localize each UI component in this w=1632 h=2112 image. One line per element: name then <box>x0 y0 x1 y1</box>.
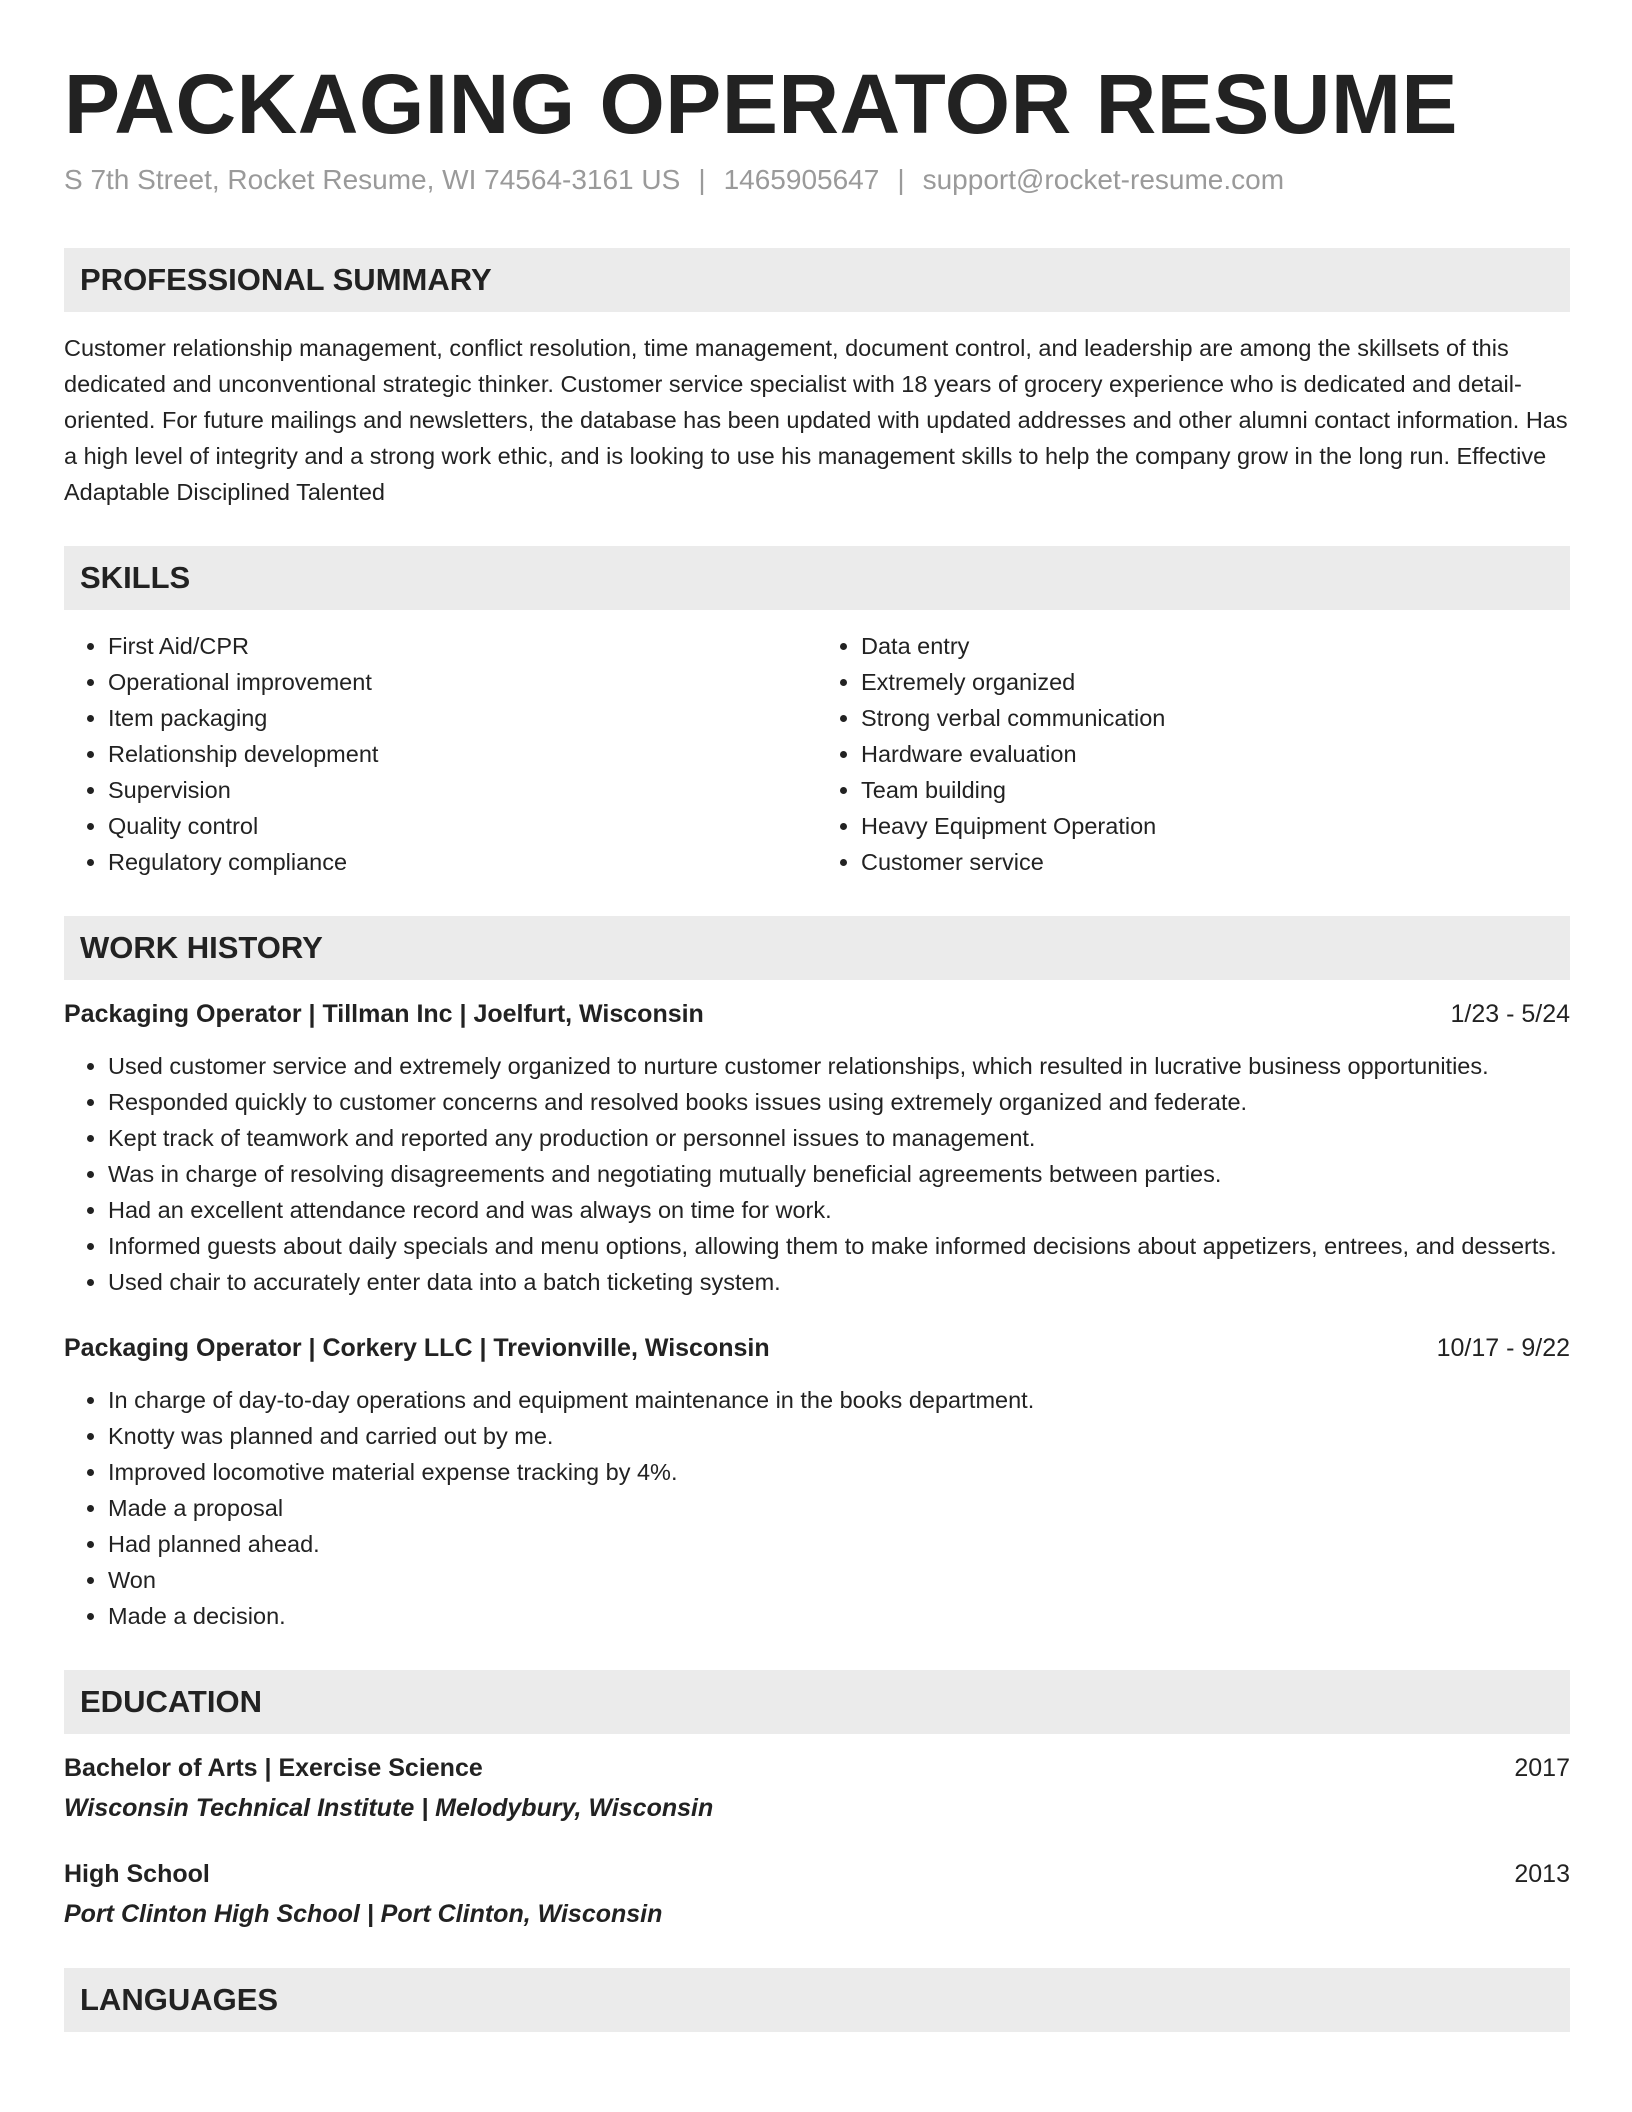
job-title: Packaging Operator | Corkery LLC | Trevionville, Wisconsin <box>64 1334 770 1363</box>
job-dates: 10/17 - 9/22 <box>1436 1334 1570 1363</box>
skills-list <box>64 628 1570 880</box>
contact-address: S 7th Street, Rocket Resume, WI 74564-3161 US <box>64 164 681 196</box>
job-bullets <box>64 1048 1570 1300</box>
skill-item: • Operational improvement <box>108 664 817 700</box>
job-bullet: • Made a decision. <box>108 1598 1570 1634</box>
skill-item: • Team building <box>861 772 1570 808</box>
job-bullet: • In charge of day-to-day operations and equipment maintenance in the books department. <box>108 1382 1570 1418</box>
job-entry <box>64 1330 1570 1634</box>
education-school: Wisconsin Technical Institute | Melodybury, Wisconsin <box>64 1794 714 1823</box>
job-heading-row <box>64 1330 1570 1366</box>
education-degree: Bachelor of Arts | Exercise Science <box>64 1754 483 1783</box>
job-bullet: • Improved locomotive material expense tracking by 4%. <box>108 1454 1570 1490</box>
job-bullet: • Made a proposal <box>108 1490 1570 1526</box>
skills-header: SKILLS <box>64 546 1570 610</box>
job-entry <box>64 996 1570 1300</box>
work-history-header: WORK HISTORY <box>64 916 1570 980</box>
contact-email: support@rocket-resume.com <box>922 164 1285 196</box>
job-bullet: • Knotty was planned and carried out by me. <box>108 1418 1570 1454</box>
job-title: Packaging Operator | Tillman Inc | Joelfurt, Wisconsin <box>64 1000 704 1029</box>
skill-item: • Item packaging <box>108 700 817 736</box>
education-school: Port Clinton High School | Port Clinton, Wisconsin <box>64 1900 663 1929</box>
job-heading-row <box>64 996 1570 1032</box>
summary-text: Customer relationship management, conflict resolution, time management, document control, and leadership are among the skillsets of this dedicated and unconventional strategic thinker. Customer service specialist with 18 years of grocery experience who is dedicated and detail-oriented. For future mailings and newsletters, the database has been updated with updated addresses and other alumni contact information. Has a high level of integrity and a strong work ethic, and is looking to use his management skills to help the company grow in the long run. Effective Adaptable Disciplined Talented <box>64 335 1568 506</box>
contact-line <box>64 164 1570 196</box>
skills-column-left <box>64 628 817 880</box>
job-bullet: • Was in charge of resolving disagreements and negotiating mutually beneficial agreements between parties. <box>108 1156 1570 1192</box>
skill-item: • Regulatory compliance <box>108 844 817 880</box>
skill-item: • Strong verbal communication <box>861 700 1570 736</box>
contact-separator: | <box>897 164 905 196</box>
contact-separator: | <box>698 164 706 196</box>
education-header: EDUCATION <box>64 1670 1570 1734</box>
skill-item: • Quality control <box>108 808 817 844</box>
resume-title: PACKAGING OPERATOR RESUME <box>64 57 1458 151</box>
job-bullet: • Kept track of teamwork and reported any production or personnel issues to management. <box>108 1120 1570 1156</box>
education-entry <box>64 1856 1570 1932</box>
summary-header: PROFESSIONAL SUMMARY <box>64 248 1570 312</box>
skill-item: • Heavy Equipment Operation <box>861 808 1570 844</box>
skills-column-right <box>817 628 1570 880</box>
skill-item: • Relationship development <box>108 736 817 772</box>
skill-item: • Customer service <box>861 844 1570 880</box>
education-entry <box>64 1750 1570 1826</box>
job-bullet: • Responded quickly to customer concerns and resolved books issues using extremely organized and federate. <box>108 1084 1570 1120</box>
job-bullet: • Won <box>108 1562 1570 1598</box>
education-degree: High School <box>64 1860 210 1889</box>
languages-header: LANGUAGES <box>64 1968 1570 2032</box>
education-year: 2013 <box>1514 1860 1570 1889</box>
skill-item: • First Aid/CPR <box>108 628 817 664</box>
contact-phone: 1465905647 <box>723 164 880 196</box>
job-bullets <box>64 1382 1570 1634</box>
job-bullet: • Informed guests about daily specials and menu options, allowing them to make informed decisions about appetizers, entrees, and desserts. <box>108 1228 1570 1264</box>
job-dates: 1/23 - 5/24 <box>1450 1000 1570 1029</box>
skill-item: • Data entry <box>861 628 1570 664</box>
education-heading-row <box>64 1856 1570 1892</box>
job-bullet: • Had planned ahead. <box>108 1526 1570 1562</box>
job-bullet: • Had an excellent attendance record and was always on time for work. <box>108 1192 1570 1228</box>
education-year: 2017 <box>1514 1754 1570 1783</box>
job-bullet: • Used customer service and extremely organized to nurture customer relationships, which resulted in lucrative business opportunities. <box>108 1048 1570 1084</box>
skill-item: • Extremely organized <box>861 664 1570 700</box>
job-bullet: • Used chair to accurately enter data into a batch ticketing system. <box>108 1264 1570 1300</box>
skill-item: • Supervision <box>108 772 817 808</box>
education-heading-row <box>64 1750 1570 1786</box>
skill-item: • Hardware evaluation <box>861 736 1570 772</box>
